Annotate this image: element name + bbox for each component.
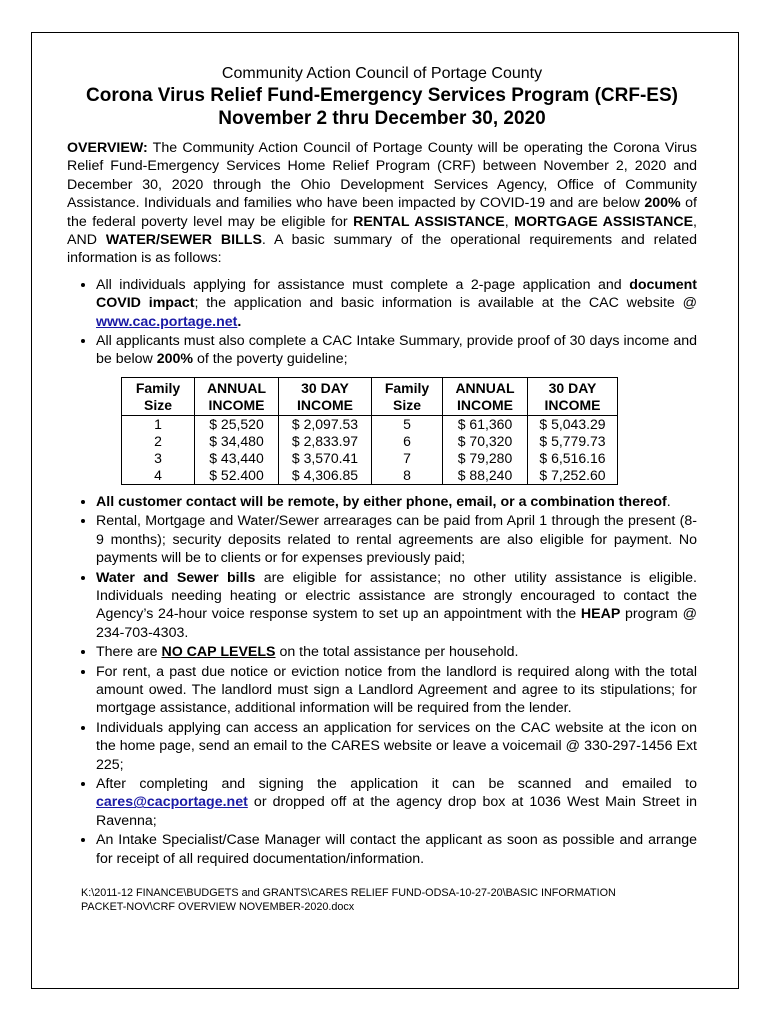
table-cell: 7 [372, 450, 443, 467]
table-row [122, 433, 618, 450]
table-cell: $ 5,043.29 [528, 415, 618, 433]
table-cell: $ 25,520 [195, 415, 279, 433]
header-30-day-income: 30 DAY INCOME [279, 377, 372, 415]
program-dates: November 2 thru December 30, 2020 [218, 108, 546, 129]
table-cell: 2 [122, 433, 195, 450]
file-path-footer: K:\2011-12 FINANCE\BUDGETS and GRANTS\CARES RELIEF FUND-ODSA-10-27-20\BASIC INFORMATION PACKET-NOV\CRF OVERVIEW NOVEMBER-2020.docx [81, 887, 616, 913]
document-body [67, 64, 697, 914]
table-cell: 3 [122, 450, 195, 467]
requirements-list-bottom [67, 493, 697, 868]
table-row [122, 415, 618, 433]
organization-name: Community Action Council of Portage County [221, 65, 543, 82]
table-cell: $ 70,320 [443, 433, 528, 450]
list-item: • An Intake Specialist/Case Manager will contact the applicant as soon as possible and arrange for receipt of all required documentation/information. [96, 831, 697, 868]
table-cell: $ 5,779.73 [528, 433, 618, 450]
table-cell: $ 61,360 [443, 415, 528, 433]
income-guideline-table [121, 377, 618, 485]
list-item: • There are NO CAP LEVELS on the total assistance per household. [96, 643, 697, 661]
requirements-list-top [67, 276, 697, 369]
table-cell: $ 2,097.53 [279, 415, 372, 433]
list-item: • Water and Sewer bills are eligible for assistance; no other utility assistance is eligible. Individuals needing heating or electric assistance are strongly encouraged to contact the Agency’s 24-hour voice response system to set up an appointment with the HEAP program @ 234-703-4303. [96, 569, 697, 643]
list-item: • All applicants must also complete a CAC Intake Summary, provide proof of 30 days income and be below 200% of the poverty guideline; [96, 332, 697, 369]
table-cell: 6 [372, 433, 443, 450]
overview-label: OVERVIEW: [67, 140, 148, 156]
list-item: • All individuals applying for assistance must complete a 2-page application and document COVID impact; the application and basic information is available at the CAC website @ www.cac.portage.net. [96, 276, 697, 331]
list-item: • For rent, a past due notice or eviction notice from the landlord is required along with the total amount owed. The landlord must sign a Landlord Agreement and agree to its stipulations; for mortgage assistance, additional information will be required from the lender. [96, 663, 697, 718]
overview-paragraph: OVERVIEW: The Community Action Council of Portage County will be operating the Corona Virus Relief Fund-Emergency Services Home Relief Program (CRF) between November 2, 2020 and December 30, 2020 through the Ohio Development Services Agency, Office of Community Assistance. Individuals and families who have been impacted by COVID-19 and are below 200% of the federal poverty level may be eligible for RENTAL ASSISTANCE, MORTGAGE ASSISTANCE, AND WATER/SEWER BILLS. A basic summary of the operational requirements and related information is as follows: [67, 140, 697, 267]
list-item: • Rental, Mortgage and Water/Sewer arrearages can be paid from April 1 through the present (8-9 months); security deposits related to rental agreements are also eligible for payment. No payments will be to clients or for expenses previously paid; [96, 512, 697, 567]
list-item: • After completing and signing the application it can be scanned and emailed to cares@cacportage.net or dropped off at the agency drop box at 1036 West Main Street in Ravenna; [96, 775, 697, 830]
table-cell: $ 43,440 [195, 450, 279, 467]
header-annual-income: ANNUAL INCOME [443, 377, 528, 415]
table-cell: $ 6,516.16 [528, 450, 618, 467]
header-annual-income: ANNUAL INCOME [195, 377, 279, 415]
table-cell: $ 88,240 [443, 467, 528, 485]
table-cell: 1 [122, 415, 195, 433]
table-cell: 8 [372, 467, 443, 485]
table-cell: 5 [372, 415, 443, 433]
list-item: • All customer contact will be remote, by either phone, email, or a combination thereof. [96, 493, 697, 511]
table-cell: $ 34,480 [195, 433, 279, 450]
cares-email-link[interactable]: cares@cacportage.net [96, 794, 248, 811]
table-row [122, 467, 618, 485]
program-title: Corona Virus Relief Fund-Emergency Services Program (CRF-ES) [86, 85, 678, 106]
cac-website-link[interactable]: www.cac.portage.net [96, 313, 238, 330]
header-30-day-income: 30 DAY INCOME [528, 377, 618, 415]
list-item: • Individuals applying can access an application for services on the CAC website at the icon on the home page, send an email to the CARES website or leave a voicemail @ 330-297-1456 Ext 225; [96, 719, 697, 774]
table-cell: $ 2,833.97 [279, 433, 372, 450]
header-family-size: Family Size [122, 377, 195, 415]
header-family-size: Family Size [372, 377, 443, 415]
table-cell: $ 4,306.85 [279, 467, 372, 485]
table-cell: $ 79,280 [443, 450, 528, 467]
table-cell: 4 [122, 467, 195, 485]
table-cell: $ 52.400 [195, 467, 279, 485]
table-row [122, 450, 618, 467]
table-cell: $ 7,252.60 [528, 467, 618, 485]
table-header-row [122, 377, 618, 415]
table-cell: $ 3,570.41 [279, 450, 372, 467]
